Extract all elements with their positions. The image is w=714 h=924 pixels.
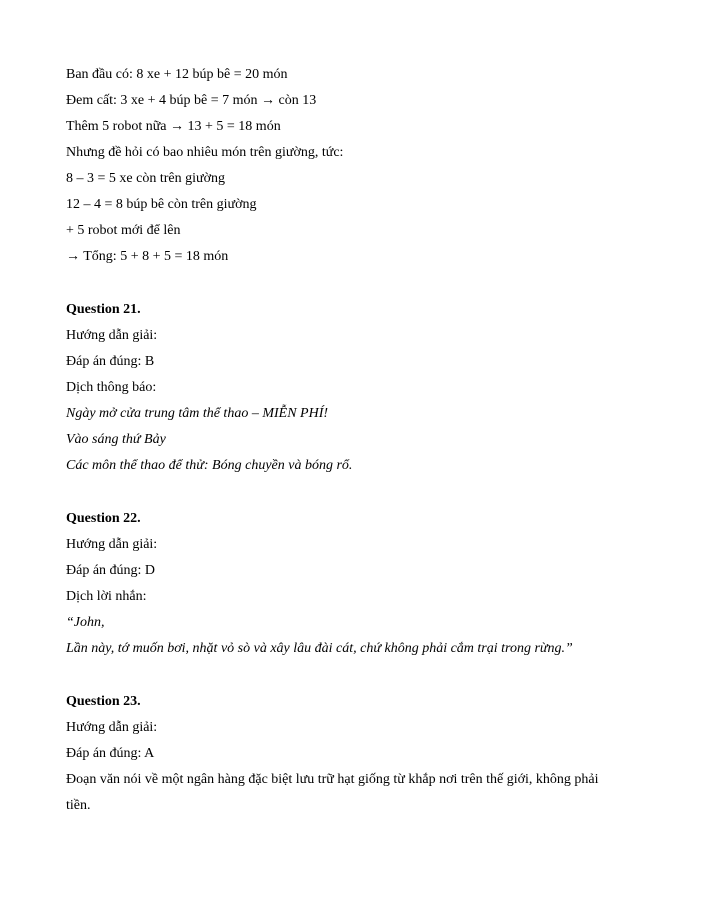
question-22-translation-label: Dịch lời nhắn: [66, 589, 147, 604]
question-23-heading: Question 23. [66, 694, 141, 709]
intro-line-7: + 5 robot mới để lên [66, 223, 181, 238]
intro-line-1: Ban đầu có: 8 xe + 12 búp bê = 20 món [66, 67, 288, 82]
question-21-translation-line-2: Vào sáng thứ Bảy [66, 432, 166, 447]
question-22-guide: Hướng dẫn giải: [66, 537, 158, 552]
question-22-translation-line-2: Lần này, tớ muốn bơi, nhặt vỏ sò và xây lâu đài cát, chứ không phải cắm trại trong rừng.” [66, 641, 573, 656]
intro-line-2: Đem cất: 3 xe + 4 búp bê = 7 món → còn 13 [66, 93, 317, 108]
intro-line-5: 8 – 3 = 5 xe còn trên giường [66, 171, 225, 186]
question-22-answer: Đáp án đúng: D [66, 563, 156, 578]
question-21-answer: Đáp án đúng: B [66, 354, 155, 369]
question-21-translation-label: Dịch thông báo: [66, 380, 157, 395]
question-23-paragraph-line-1: Đoạn văn nói về một ngân hàng đặc biệt lưu trữ hạt giống từ khắp nơi trên thế giới, không phải [66, 772, 599, 787]
question-22-translation-line-1: “John, [66, 615, 105, 630]
intro-line-3: Thêm 5 robot nữa → 13 + 5 = 18 món [66, 119, 281, 134]
question-21-translation-line-3: Các môn thể thao để thử: Bóng chuyền và bóng rổ. [66, 458, 353, 473]
intro-total-line: → Tổng: 5 + 8 + 5 = 18 món [66, 249, 229, 264]
question-22-heading: Question 22. [66, 511, 141, 526]
question-23-paragraph-line-2: tiền. [66, 798, 91, 813]
intro-line-4: Nhưng đề hỏi có bao nhiêu món trên giường, tức: [66, 145, 344, 160]
question-21-heading: Question 21. [66, 302, 141, 317]
question-23-answer: Đáp án đúng: A [66, 746, 155, 761]
question-21-translation-line-1: Ngày mở cửa trung tâm thể thao – MIỄN PHÍ! [66, 406, 329, 421]
intro-line-6: 12 – 4 = 8 búp bê còn trên giường [66, 197, 257, 212]
question-21-guide: Hướng dẫn giải: [66, 328, 158, 343]
question-23-guide: Hướng dẫn giải: [66, 720, 158, 735]
